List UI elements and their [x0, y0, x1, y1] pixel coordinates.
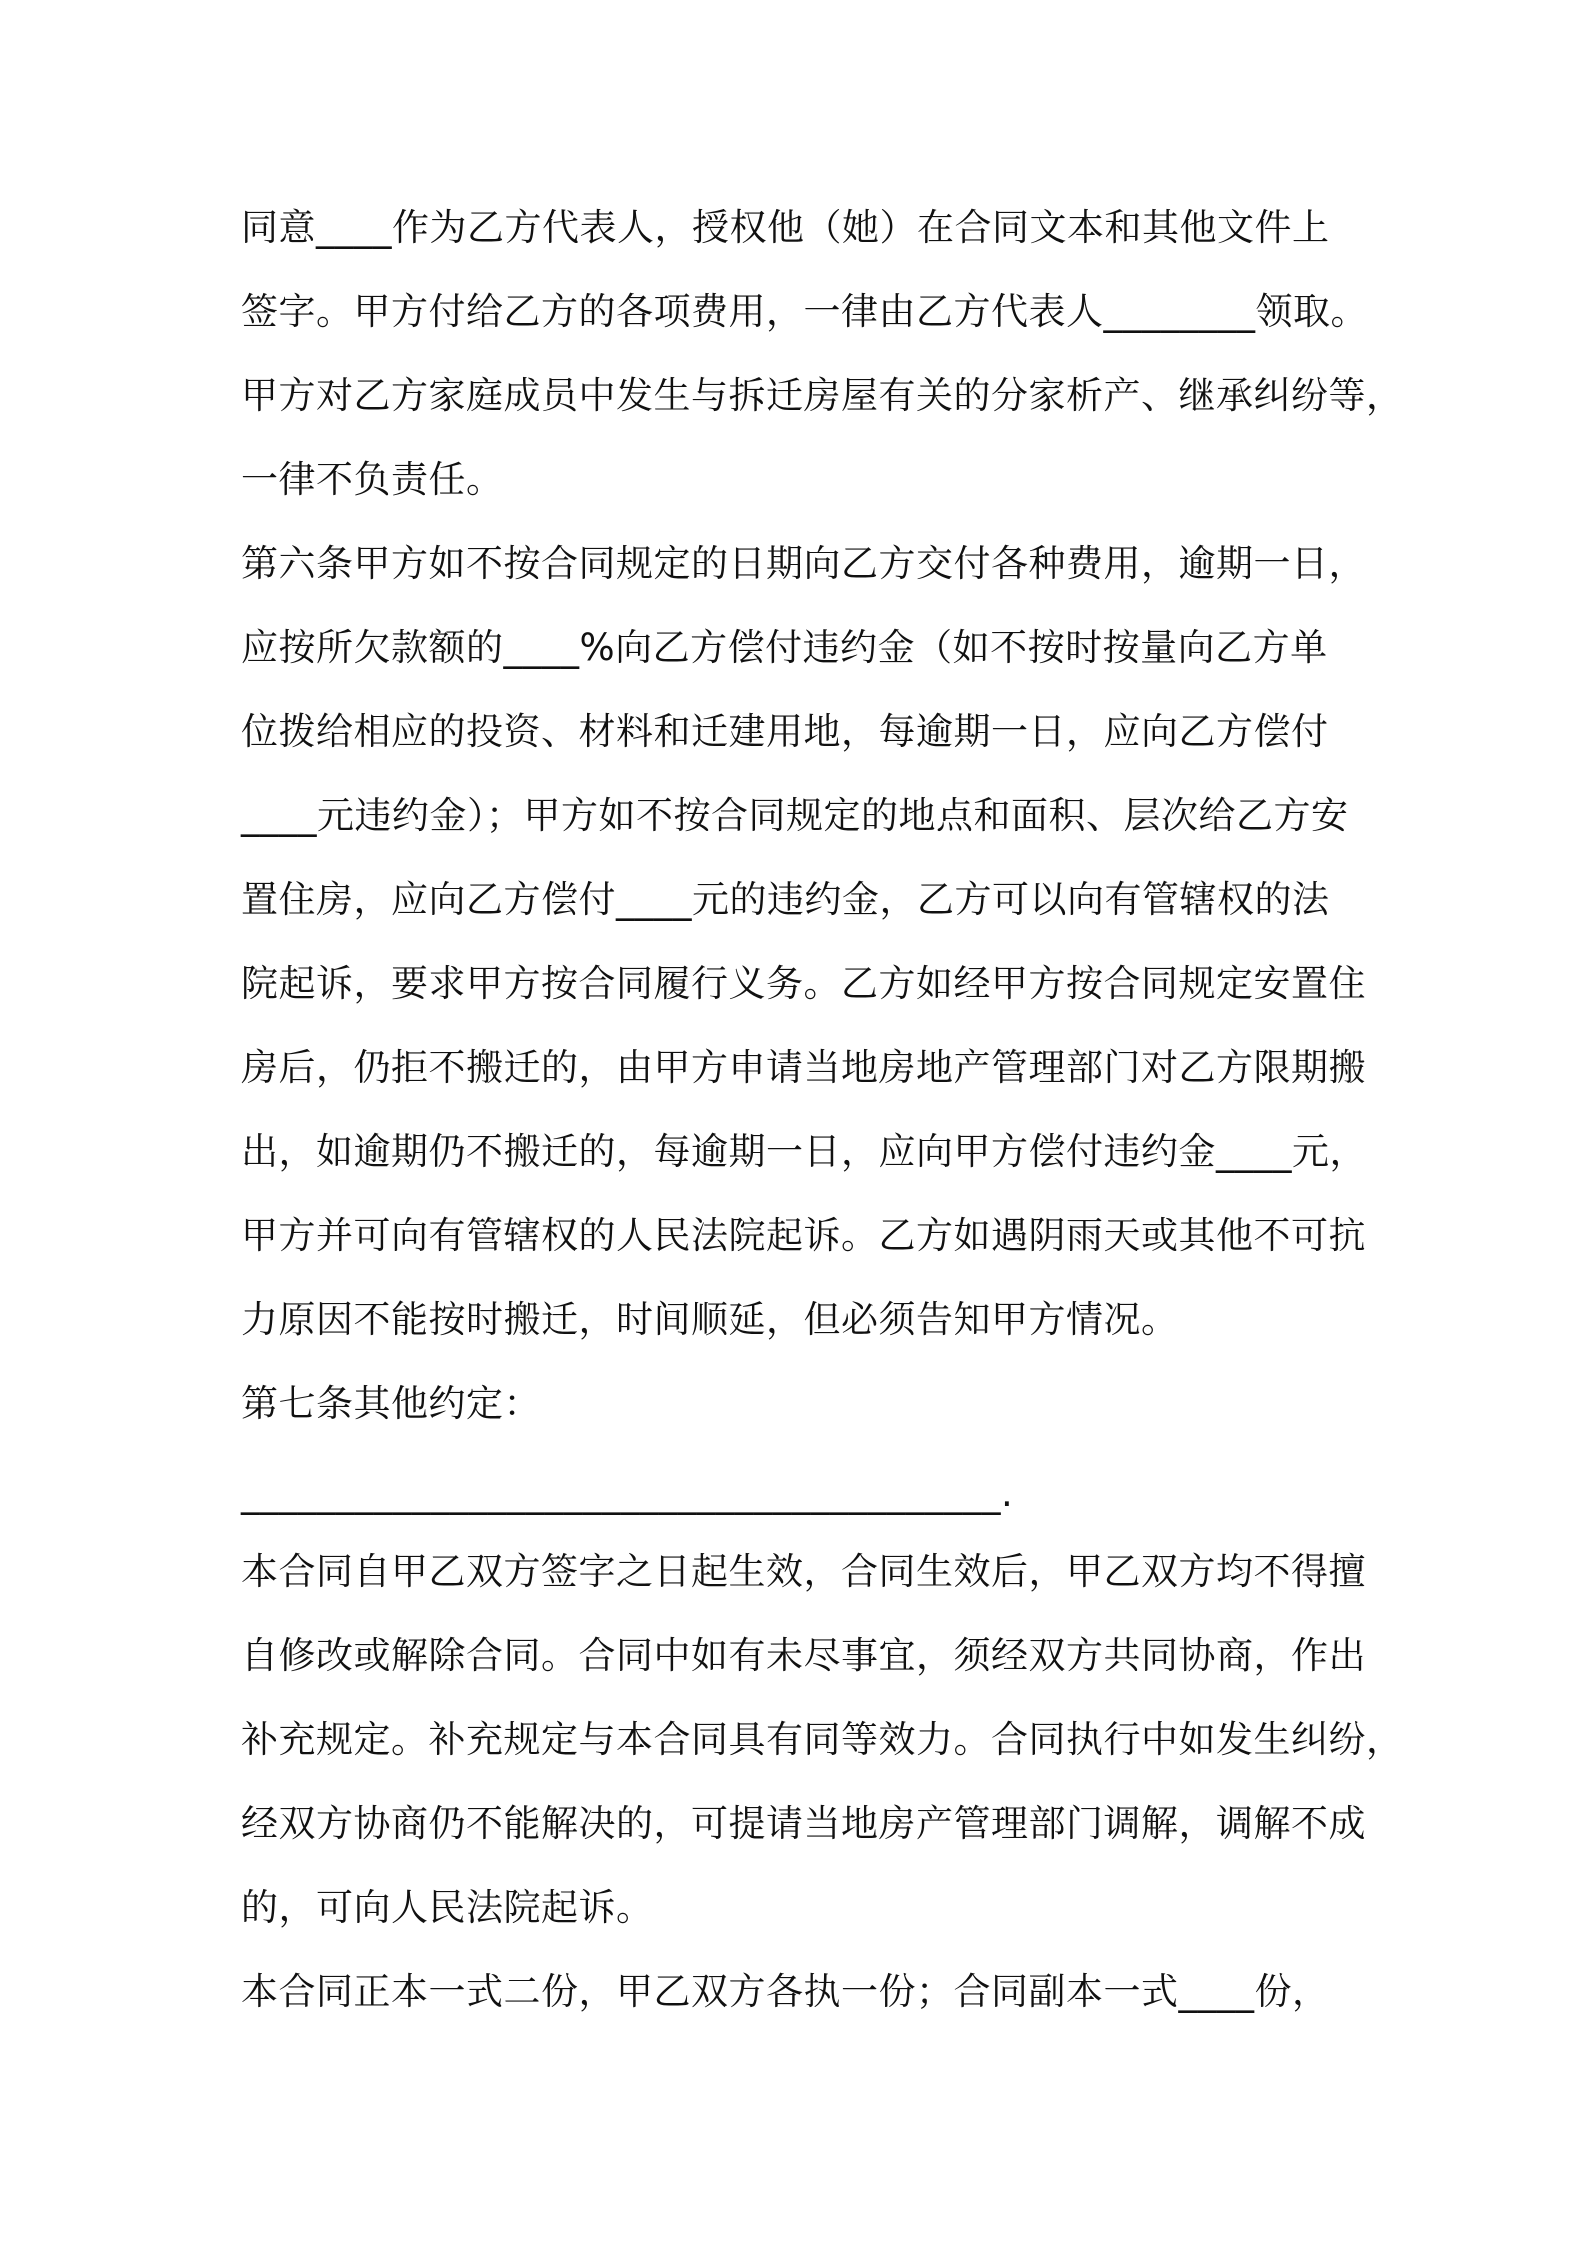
text-line: 本合同自甲乙双方签字之日起生效，合同生效后，甲乙双方均不得擅: [241, 1550, 1366, 1593]
text-line: 甲方并可向有管辖权的人民法院起诉。乙方如遇阴雨天或其他不可抗: [241, 1214, 1366, 1257]
section-7-heading: 第七条其他约定：: [241, 1382, 541, 1425]
text-line: 甲方对乙方家庭成员中发生与拆迁房屋有关的分家析产、继承纠纷等，: [241, 374, 1404, 417]
text-line: 一律不负责任。: [241, 458, 504, 501]
text-line: 出，如逾期仍不搬迁的，每逾期一日，应向甲方偿付违约金____元，: [241, 1130, 1367, 1173]
blank-fill-line: ________________________________________.: [241, 1472, 1014, 1515]
text-line: 的，可向人民法院起诉。: [241, 1886, 654, 1929]
text-line: 力原因不能按时搬迁，时间顺延，但必须告知甲方情况。: [241, 1298, 1179, 1341]
text-line: 位拨给相应的投资、材料和迁建用地，每逾期一日，应向乙方偿付: [241, 710, 1329, 753]
text-line: 本合同正本一式二份，甲乙双方各执一份；合同副本一式____份，: [241, 1970, 1330, 2013]
text-line: 房后，仍拒不搬迁的，由甲方申请当地房地产管理部门对乙方限期搬: [241, 1046, 1366, 1089]
text-line: 签字。甲方付给乙方的各项费用，一律由乙方代表人________领取。: [241, 290, 1368, 333]
section-6-line: 第六条甲方如不按合同规定的日期向乙方交付各种费用，逾期一日，: [241, 542, 1366, 585]
text-line: 置住房，应向乙方偿付____元的违约金，乙方可以向有管辖权的法: [241, 878, 1330, 921]
text-line: 同意____作为乙方代表人，授权他（她）在合同文本和其他文件上: [241, 206, 1330, 249]
text-line: 自修改或解除合同。合同中如有未尽事宜，须经双方共同协商，作出: [241, 1634, 1366, 1677]
text-line: 院起诉，要求甲方按合同履行义务。乙方如经甲方按合同规定安置住: [241, 962, 1366, 1005]
text-line: 经双方协商仍不能解决的，可提请当地房产管理部门调解，调解不成: [241, 1802, 1366, 1845]
text-line: 应按所欠款额的____%向乙方偿付违约金（如不按时按量向乙方单: [241, 626, 1328, 669]
text-line: 补充规定。补充规定与本合同具有同等效力。合同执行中如发生纠纷，: [241, 1718, 1404, 1761]
text-line: ____元违约金）；甲方如不按合同规定的地点和面积、层次给乙方安: [241, 794, 1349, 837]
